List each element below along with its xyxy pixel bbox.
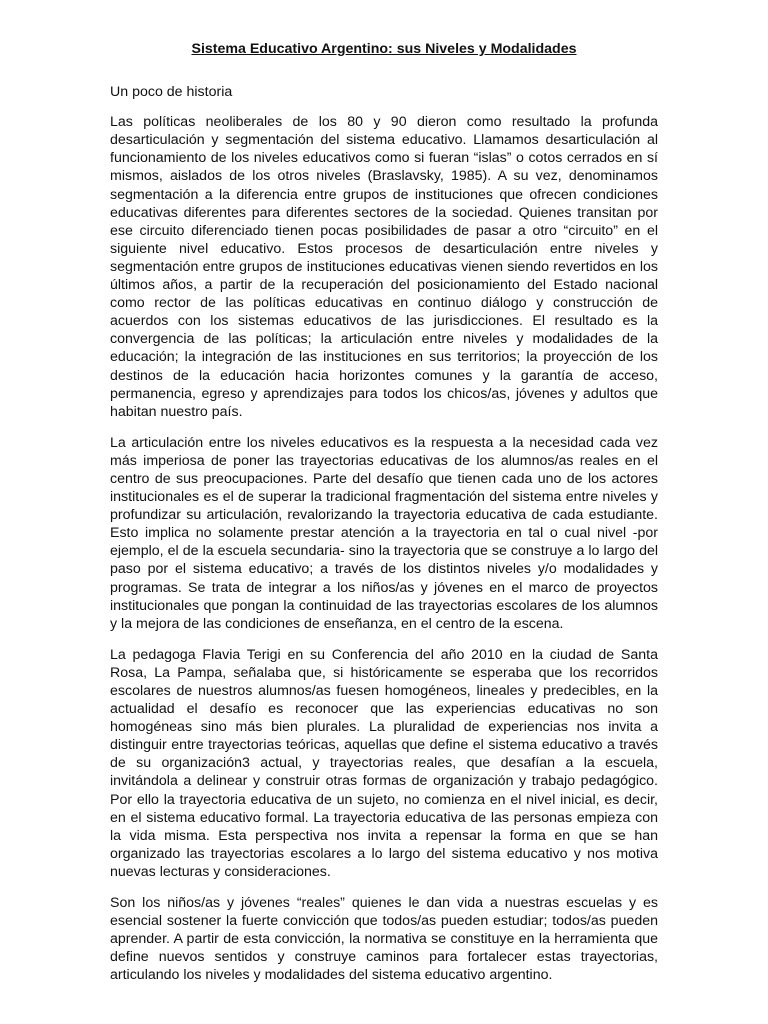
paragraph-2: La articulación entre los niveles educativos es la respuesta a la necesidad cada vez más imperiosa de poner las trayectorias educativas de los alumnos/as reales en el centro de sus preocupaciones. Parte del desafío que tienen cada uno de los actores institucionales es el de superar la tradicional fragmentación del sistema entre niveles y profundizar su articulación, revalorizando la trayectoria educativa de cada estudiante. Esto implica no solamente prestar atención a la trayectoria en tal o cual nivel -por ejemplo, el de la escuela secundaria- sino la trayectoria que se construye a lo largo del paso por el sistema educativo; a través de los distintos niveles y/o modalidades y programas. Se trata de integrar a los niños/as y jóvenes en el marco de proyectos institucionales que pongan la continuidad de las trayectorias escolares de los alumnos y la mejora de las condiciones de enseñanza, en el centro de la escena. <box>110 434 658 632</box>
document-body <box>110 40 658 998</box>
paragraph-3: La pedagoga Flavia Terigi en su Conferencia del año 2010 en la ciudad de Santa Rosa, La Pampa, señalaba que, si históricamente se esperaba que los recorridos escolares de nuestros alumnos/as fuesen homogéneos, lineales y predecibles, en la actualidad el desafío es reconocer que las experiencias educativas no son homogéneas sino más bien plurales. La pluralidad de experiencias nos invita a distinguir entre trayectorias teóricas, aquellas que define el sistema educativo a través de su organización3 actual, y trayectorias reales, que desafían a la escuela, invitándola a delinear y construir otras formas de organización y trabajo pedagógico. Por ello la trayectoria educativa de un sujeto, no comienza en el nivel inicial, es decir, en el sistema educativo formal. La trayectoria educativa de las personas empieza con la vida misma. Esta perspectiva nos invita a repensar la forma en que se han organizado las trayectorias escolares a lo largo del sistema educativo y nos motiva nuevas lecturas y consideraciones. <box>110 646 658 880</box>
document-title: Sistema Educativo Argentino: sus Niveles y Modalidades <box>191 41 577 57</box>
paragraph-4: Son los niños/as y jóvenes “reales” quienes le dan vida a nuestras escuelas y es esencial sostener la fuerte convicción que todos/as pueden estudiar; todos/as pueden aprender. A partir de esta convicción, la normativa se constituye en la herramienta que define nuevos sentidos y construye caminos para fortalecer estas trayectorias, articulando los niveles y modalidades del sistema educativo argentino. <box>110 895 658 984</box>
section-heading: Un poco de historia <box>110 84 233 101</box>
paragraph-1: Las políticas neoliberales de los 80 y 90 dieron como resultado la profunda desarticulación y segmentación del sistema educativo. Llamamos desarticulación al funcionamiento de los niveles educativos como si fueran “islas” o cotos cerrados en sí mismos, aislados de los otros niveles (Braslavsky, 1985). A su vez, denominamos segmentación a la diferencia entre grupos de instituciones que ofrecen condiciones educativas diferentes para diferentes sectores de la sociedad. Quienes transitan por ese circuito diferenciado tienen pocas posibilidades de pasar a otro “circuito” en el siguiente nivel educativo. Estos procesos de desarticulación entre niveles y segmentación entre grupos de instituciones educativas vienen siendo revertidos en los últimos años, a partir de la recuperación del posicionamiento del Estado nacional como rector de las políticas educativas en continuo diálogo y construcción de acuerdos con los sistemas educativos de las jurisdicciones. El resultado es la convergencia de las políticas; la articulación entre niveles y modalidades de la educación; la integración de las instituciones en sus territorios; la proyección de los destinos de la educación hacia horizontes comunes y la garantía de acceso, permanencia, egreso y aprendizajes para todos los chicos/as, jóvenes y adultos que habitan nuestro país. <box>110 114 658 420</box>
